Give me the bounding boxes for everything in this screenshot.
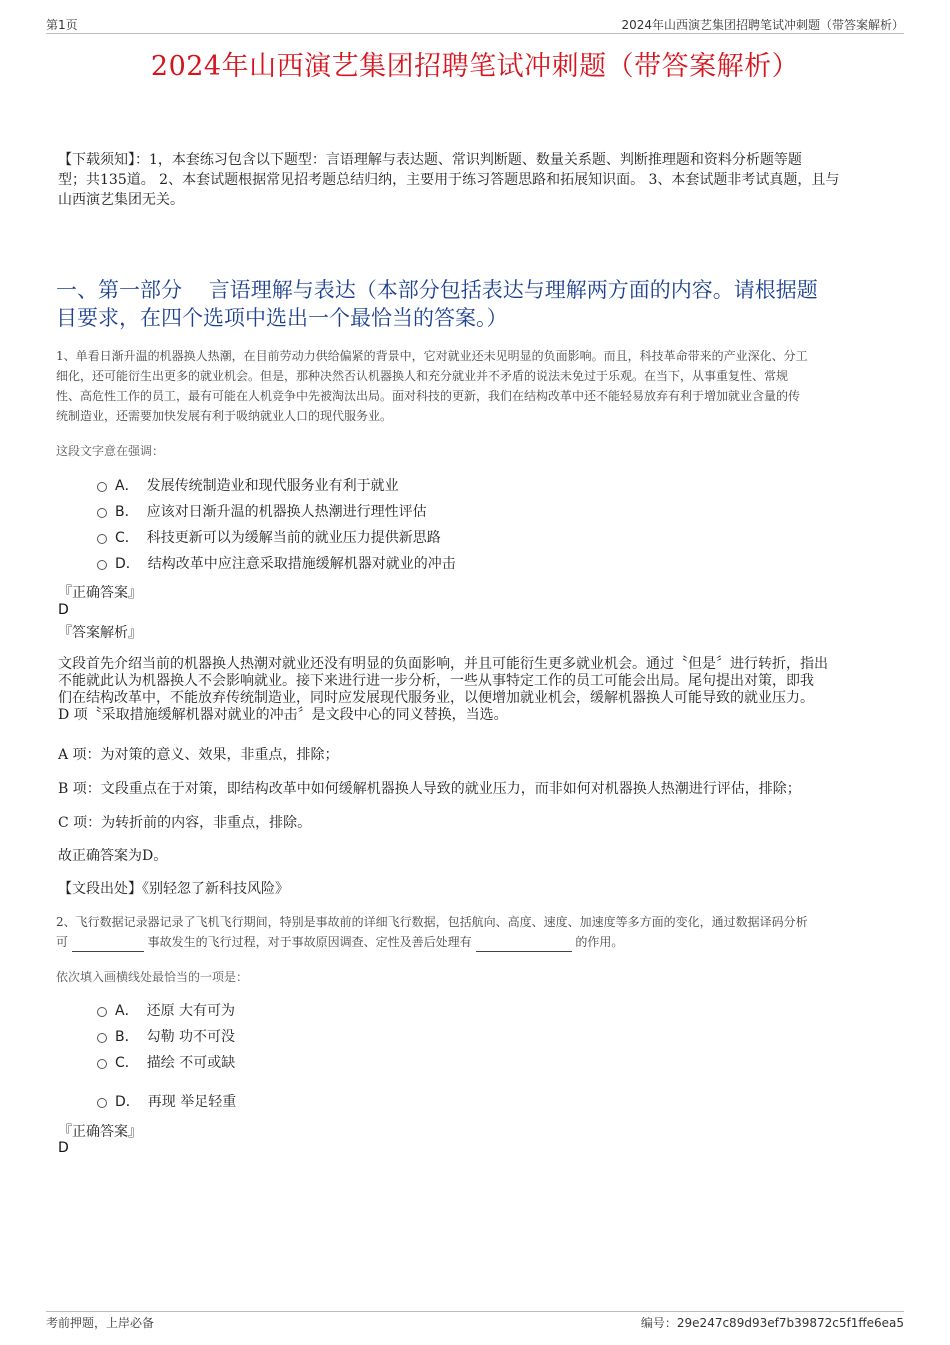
q1-option-c[interactable]: [97, 528, 441, 548]
question-2-prompt: 依次填入画横线处最恰当的一项是：: [56, 970, 249, 984]
q2-option-b[interactable]: [97, 1027, 235, 1047]
option-text: 发展传统制造业和现代服务业有利于就业: [146, 478, 399, 494]
stem-line: 性、高危性工作的员工，最有可能在人机竞争中先被淘汰出局。面对科技的更新，我们在结构改革中还不能轻易放弃有利于增加就业含量的传: [56, 389, 801, 403]
q2-option-c[interactable]: [97, 1053, 235, 1073]
option-key: D．: [115, 1094, 140, 1110]
download-notice: [58, 150, 900, 210]
analysis-line: D 项〝采取措施缓解机器对就业的冲击〞是文段中心的同义替换，当选。: [58, 707, 508, 723]
correct-answer-value: D: [58, 602, 69, 618]
option-text: 应该对日渐升温的机器换人热潮进行理性评估: [146, 504, 427, 520]
question-2-stem: [56, 912, 896, 952]
option-key: B．: [115, 1029, 139, 1045]
q2-option-a[interactable]: [97, 1001, 235, 1021]
option-key: D．: [115, 556, 140, 572]
page-header: [46, 16, 904, 34]
section-heading: [56, 276, 896, 332]
option-key: C．: [115, 530, 139, 546]
footer-code-value: 29e247c89d93ef7b39872c5f1ffe6ea5: [676, 1316, 904, 1330]
question-1-prompt: 这段文字意在强调：: [56, 444, 165, 458]
analysis-line: 们在结构改革中，不能放弃传统制造业，同时应发展现代服务业，以便增加就业机会，缓解机器换人可能导致的就业压力。: [58, 690, 814, 706]
notice-line: 【下载须知】：1，本套练习包含以下题型：言语理解与表达题、常识判断题、数量关系题、判断推理题和资料分析题等题: [58, 152, 802, 168]
footer-slogan: 考前押题，上岸必备: [46, 1316, 155, 1330]
analysis-line: 文段首先介绍当前的机器换人热潮对就业还没有明显的负面影响，并且可能衍生更多就业机会。通过〝但是〞进行转折，指出: [58, 656, 828, 672]
analysis-line: 不能就此认为机器换人不会影响就业。接下来进行进一步分析，一些从事特定工作的员工可能会出局。尾句提出对策，即我: [58, 673, 814, 689]
section-heading-line: 目要求，在四个选项中选出一个最恰当的答案。）: [56, 306, 508, 330]
notice-line: 山西演艺集团无关。: [58, 192, 184, 208]
stem-line: 1、单看日渐升温的机器换人热潮，在目前劳动力供给偏紧的背景中，它对就业还未见明显的负面影响。而且，科技革命带来的产业深化、分工: [56, 349, 808, 363]
option-text: 结构改革中应注意采取措施缓解机器对就业的冲击: [147, 556, 456, 572]
header-divider: [46, 33, 904, 34]
fill-blank-1[interactable]: [72, 951, 144, 952]
stem-line-2: [56, 932, 896, 952]
option-b-note: B 项：文段重点在于对策，即结构改革中如何缓解机器换人导致的就业压力，而非如何对机器换人热潮进行评估，排除；: [58, 781, 801, 797]
option-key: C．: [115, 1055, 139, 1071]
analysis-label: 『答案解析』: [58, 625, 142, 641]
option-key: B．: [115, 504, 139, 520]
q1-option-a[interactable]: [97, 476, 399, 496]
q1-option-d[interactable]: [97, 554, 456, 574]
option-a-note: A 项：为对策的意义、效果，非重点，排除；: [58, 747, 339, 763]
stem-fragment: 事故发生的飞行过程，对于事故原因调查、定性及善后处理有: [147, 935, 472, 949]
option-text: 描绘 不可或缺: [146, 1055, 236, 1071]
option-text: 勾勒 功不可没: [146, 1029, 236, 1045]
option-text: 科技更新可以为缓解当前的就业压力提供新思路: [146, 530, 441, 546]
option-text: 再现 举足轻重: [147, 1094, 237, 1110]
radio-icon[interactable]: [97, 560, 107, 570]
radio-icon[interactable]: [97, 482, 107, 492]
footer-code-label: 编号：: [640, 1316, 677, 1330]
radio-icon[interactable]: [97, 1059, 107, 1069]
footer-divider: [46, 1311, 904, 1312]
conclusion: 故正确答案为D。: [58, 848, 168, 864]
question-1-stem: [56, 346, 896, 426]
stem-line: 细化，还可能衍生出更多的就业机会。但是，那种决然否认机器换人和充分就业并不矛盾的说法未免过于乐观。在当下，从事重复性、常规: [56, 369, 789, 383]
stem-line: 2、飞行数据记录器记录了飞机飞行期间，特别是事故前的详细飞行数据，包括航向、高度、速度、加速度等多方面的变化，通过数据译码分析: [56, 915, 808, 929]
option-key: A．: [115, 478, 139, 494]
document-title: 2024年山西演艺集团招聘笔试冲刺题（带答案解析）: [150, 51, 800, 82]
radio-icon[interactable]: [97, 1007, 107, 1017]
page-footer: [46, 1314, 904, 1332]
footer-code: [641, 1314, 904, 1331]
page-number: 第1页: [46, 18, 78, 32]
option-text: 还原 大有可为: [146, 1003, 236, 1019]
stem-fragment: 的作用。: [575, 935, 624, 949]
radio-icon[interactable]: [97, 1098, 107, 1108]
stem-line: 统制造业，还需要加快发展有利于吸纳就业人口的现代服务业。: [56, 409, 393, 423]
q2-option-d[interactable]: [97, 1092, 236, 1112]
radio-icon[interactable]: [97, 1033, 107, 1043]
radio-icon[interactable]: [97, 508, 107, 518]
radio-icon[interactable]: [97, 534, 107, 544]
analysis-text: [58, 656, 888, 724]
notice-line: 型；共135道。 2、本套试题根据常见招考题总结归纳，主要用于练习答题思路和拓展知识面。 3、本套试题非考试真题，且与: [58, 172, 840, 188]
correct-answer-value: D: [58, 1140, 69, 1156]
option-key: A．: [115, 1003, 139, 1019]
correct-answer-label: 『正确答案』: [58, 585, 142, 601]
q1-option-b[interactable]: [97, 502, 427, 522]
header-doc-title: 2024年山西演艺集团招聘笔试冲刺题（带答案解析）: [621, 18, 904, 32]
section-heading-line: 一、第一部分 言语理解与表达（本部分包括表达与理解两方面的内容。请根据题: [56, 278, 818, 302]
passage-source: 【文段出处】《别轻忽了新科技风险》: [58, 881, 289, 897]
correct-answer-label: 『正确答案』: [58, 1124, 142, 1140]
fill-blank-2[interactable]: [476, 951, 572, 952]
option-c-note: C 项：为转折前的内容，非重点，排除。: [58, 815, 312, 831]
stem-fragment: 可: [56, 935, 69, 949]
